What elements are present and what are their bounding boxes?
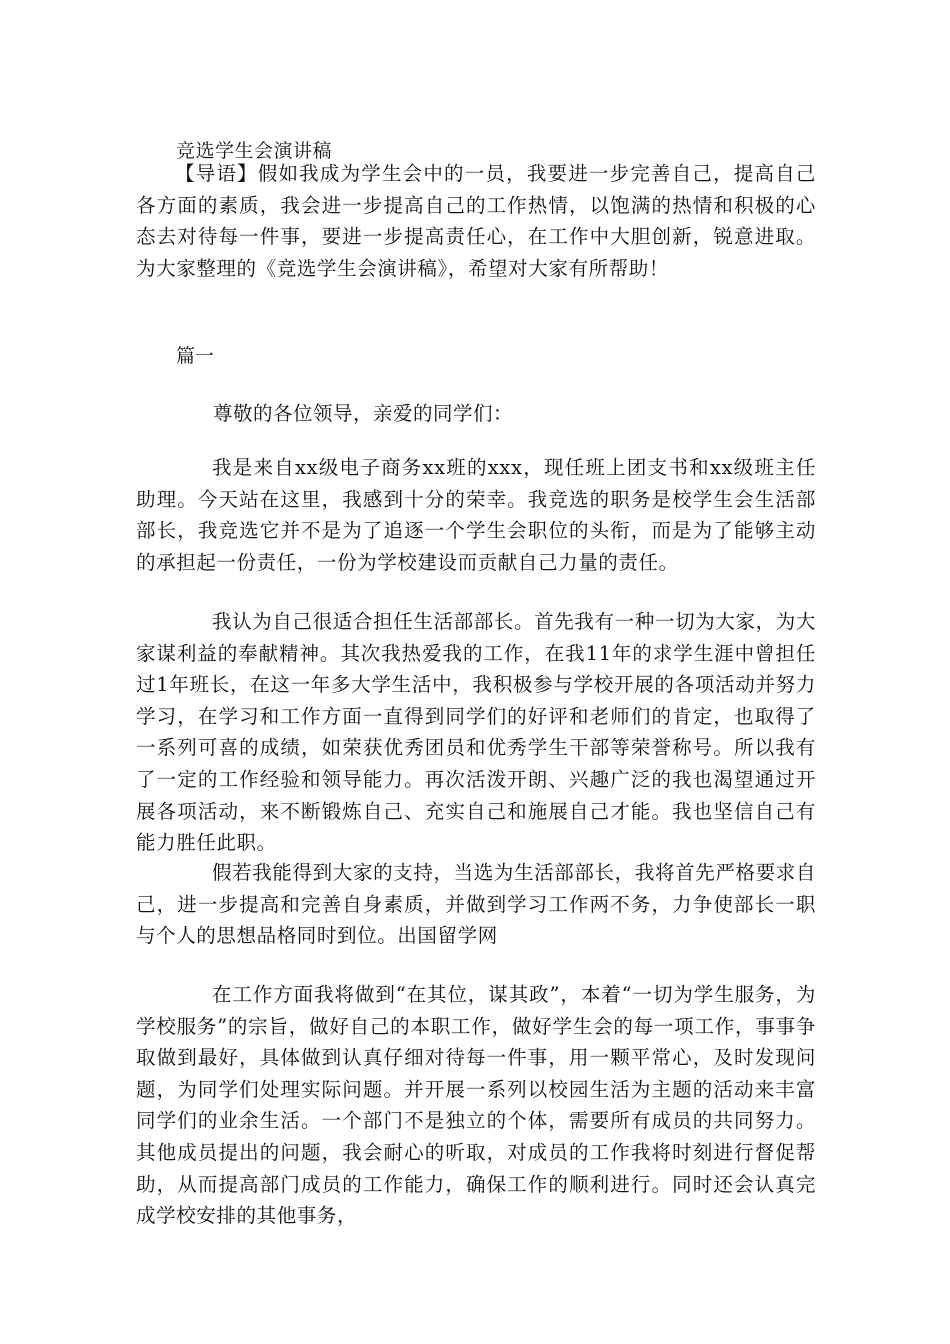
body-paragraph-1: 我是来自xx级电子商务xx班的xxx，现任班上团支书和xx级班主任助理。今天站在这里，我感到十分的荣幸。我竞选的职务是校学生会生活部部长，我竞选它并不是为了追逐一个学生会职位的头衔，而是为了能够主动的承担起一份责任，一份为学校建设而贡献自己力量的责任。 xyxy=(136,456,816,574)
salutation: 尊敬的各位领导，亲爱的同学们： xyxy=(213,402,514,425)
body-paragraph-4: 在工作方面我将做到“在其位，谋其政”，本着“一切为学生服务，为学校服务”的宗旨，做好自己的本职工作，做好学生会的每一项工作，事事争取做到最好，具体做到认真仔细对待每一件事，用一颗平常心，及时发现问题，为同学们处理实际问题。并开展一系列以校园生活为主题的活动来丰富同学们的业余生活。一个部门不是独立的个体，需要所有成员的共同努力。其他成员提出的问题，我会耐心的听取，对成员的工作我将时刻进行督促帮助，从而提高部门成员的工作能力，确保工作的顺利进行。同时还会认真完成学校安排的其他事务， xyxy=(136,983,816,1228)
document-title: 竞选学生会演讲稿 xyxy=(176,140,333,162)
body-paragraph-3: 假若我能得到大家的支持，当选为生活部部长，我将首先严格要求自己，进一步提高和完善自身素质，并做到学习工作两不务，力争使部长一职与个人的思想品格同时到位。出国留学网 xyxy=(136,861,816,948)
intro-paragraph: 【导语】假如我成为学生会中的一员，我要进一步完善自己，提高自己各方面的素质，我会进一步提高自己的工作热情，以饱满的热情和积极的心态去对待每一件事，要进一步提高责任心，在工作中大胆创新，锐意进取。为大家整理的《竞选学生会演讲稿》，希望对大家有所帮助！ xyxy=(136,162,816,280)
body-paragraph-2: 我认为自己很适合担任生活部部长。首先我有一种一切为大家，为大家谋利益的奉献精神。其次我热爱我的工作，在我11年的求学生涯中曾担任过1年班长，在这一年多大学生活中，我积极参与学校开展的各项活动并努力学习，在学习和工作方面一直得到同学们的好评和老师们的肯定，也取得了一系列可喜的成绩，如荣获优秀团员和优秀学生干部等荣誉称号。所以我有了一定的工作经验和领导能力。再次活泼开朗、兴趣广泛的我也渴望通过开展各项活动，来不断锻炼自己、充实自己和施展自己才能。我也坚信自己有能力胜任此职。 xyxy=(136,610,816,855)
section-heading: 篇一 xyxy=(176,345,215,367)
